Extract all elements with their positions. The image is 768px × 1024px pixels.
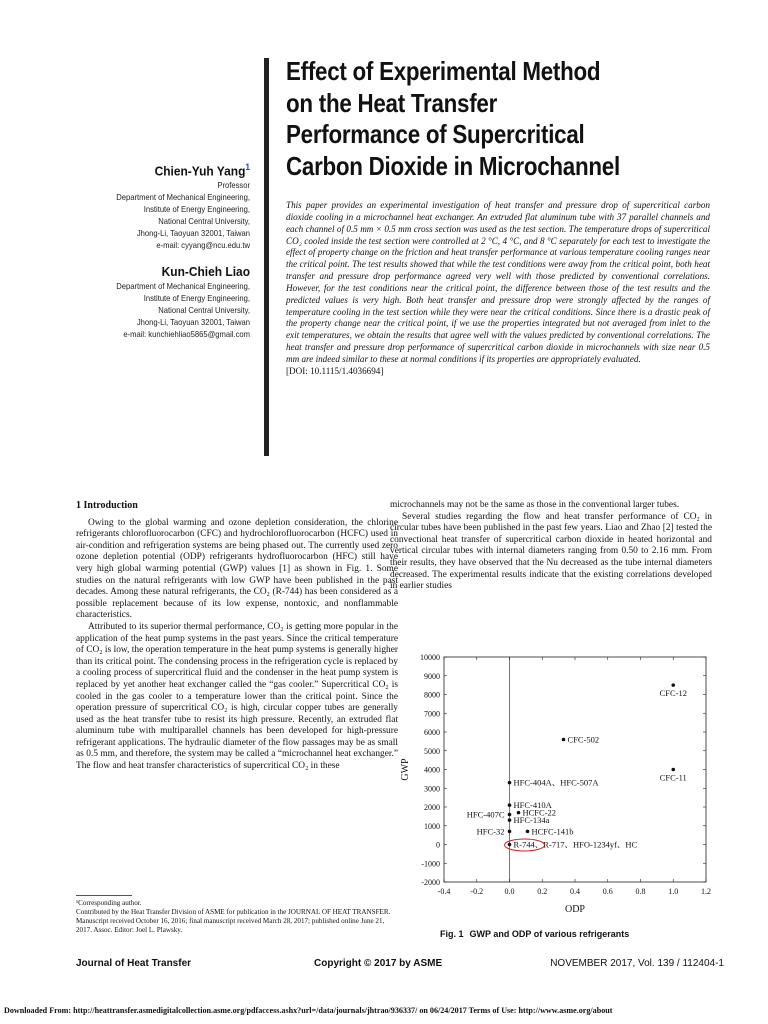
y-tick-label: 4000 <box>424 765 440 775</box>
x-tick-label: 1.0 <box>668 887 679 896</box>
affiliation-line: Jhong-Li, Taoyuan 32001, Taiwan <box>136 229 250 239</box>
data-point <box>508 830 512 834</box>
x-tick-label: 0.2 <box>537 887 548 896</box>
data-point <box>508 803 512 807</box>
author-block <box>60 162 250 252</box>
data-point <box>508 781 512 785</box>
data-point <box>508 813 512 817</box>
x-tick-label: 0.8 <box>635 887 646 896</box>
doi-link[interactable]: [DOI: 10.1115/1.4036694] <box>286 365 384 376</box>
x-tick-label: 0.4 <box>570 887 580 896</box>
data-point-label: HFC-407C <box>466 809 505 820</box>
title-accent-bar <box>264 58 269 456</box>
y-axis-label: GWP <box>400 758 411 781</box>
y-tick-label: 0 <box>436 840 440 850</box>
x-tick-label: 0.0 <box>504 887 515 896</box>
data-point-label: CFC-11 <box>659 772 687 783</box>
issue-info: NOVEMBER 2017, Vol. 139 / 112404-1 <box>550 958 724 969</box>
author-block <box>60 264 250 341</box>
data-point <box>671 683 675 687</box>
affiliation-line: National Central University, <box>158 217 250 227</box>
author-email-link[interactable]: e-mail: cyyang@ncu.edu.tw <box>156 241 250 251</box>
data-point <box>508 843 512 847</box>
body-column-left <box>76 500 398 773</box>
author-name: Chien-Yuh Yang$^1$ <box>154 162 250 179</box>
gwp-odp-chart <box>384 650 724 940</box>
y-tick-label: 7000 <box>424 709 440 719</box>
body-column-right <box>390 500 712 593</box>
x-tick-label: -0.4 <box>437 887 451 896</box>
footnote-divider <box>76 895 132 896</box>
x-tick-label: 1.2 <box>701 887 711 896</box>
data-point-label: HCFC-141b <box>531 826 574 837</box>
abstract-text: This paper provides an experimental investigation of heat transfer and pressure drop of supercritical carbon dioxide cooling in a microchannel heat exchanger. An extruded flat aluminum tube with 37 parallel channels and each channel of 0.5 mm × 0.5 mm cross section was used as the test section. The temperature drops of supercritical CO₂ cooled inside the test section were controlled at 2 °C, 4 °C, and 8 °C separately for each test to investigate the effect of property change on the friction and heat transfer performance at various temperature cooling ranges near the critical point. The test results showed that while the test conditions were away from the critical point, both heat transfer and pressure drop performance agreed very well with those predicted by conventional correlations. However, for the test conditions near the critical point, the difference between those of the test results and the predicted values is very high. Both heat transfer and pressure drop were strongly affected by the ranges of temperature cooling in the test section while they were near the critical conditions. Since there is a drastic peak of the property change near the critical point, if we use the properties integrated but not averaged from inlet to the exit temperatures, we obtain the results that agree well with the values predicted by conventional correlations. The heat transfer and pressure drop performance of supercritical carbon dioxide in microchannels with size near 0.5 mm are indeed similar to these at normal conditions if its properties are appropriately evaluated. <box>286 200 710 364</box>
journal-name: Journal of Heat Transfer <box>76 958 192 969</box>
y-tick-label: 9000 <box>424 671 440 681</box>
copyright: Copyright © 2017 by ASME <box>314 958 443 969</box>
paper-title <box>286 56 690 182</box>
footnote <box>76 899 392 935</box>
data-point-label: HFC-32 <box>476 826 505 837</box>
y-tick-label: -2000 <box>421 878 440 887</box>
title-line: Carbon Dioxide in Microchannel <box>286 150 620 181</box>
x-axis-label: ODP <box>564 904 586 915</box>
data-point-label: R-744、R-717、HFO-1234yf、HC <box>513 839 638 850</box>
affiliation-line: Jhong-Li, Taoyuan 32001, Taiwan <box>136 318 250 328</box>
author-email-link[interactable]: e-mail: kunchiehliao5865@gmail.com <box>123 330 250 340</box>
data-point-label: HCFC-22 <box>522 807 557 818</box>
affiliation-line: National Central University, <box>158 306 250 316</box>
y-tick-label: 3000 <box>424 784 440 794</box>
x-tick-label: 0.6 <box>602 887 613 896</box>
author-title: Professor <box>217 181 250 191</box>
footnote-corresponding: ¹Corresponding author. <box>76 899 142 907</box>
affiliation-line: Institute of Energy Engineering, <box>143 205 250 215</box>
author-list <box>60 162 250 341</box>
body-paragraph: microchannels may not be the same as those in the conventional larger tubes. <box>390 500 680 510</box>
y-tick-label: 5000 <box>424 746 440 756</box>
y-tick-label: -1000 <box>421 859 440 869</box>
y-tick-label: 10000 <box>420 653 440 662</box>
y-tick-label: 1000 <box>424 821 440 831</box>
figure-caption-text: GWP and ODP of various refrigerants <box>469 929 630 939</box>
data-point <box>517 811 521 815</box>
footnote-text: Contributed by the Heat Transfer Division of ASME for publication in the JOURNAL OF HEAT TRANSFER. Manuscript received October 16, 2016; final manuscript received March 28, 2017; published online June 21, 2017. Assoc. Editor: Joel L. Plawsky. <box>76 908 391 934</box>
affiliation-line: Department of Mechanical Engineering, <box>116 193 251 203</box>
author-name: Kun-Chieh Liao <box>161 264 250 280</box>
affiliation-line: Institute of Energy Engineering, <box>143 294 250 304</box>
title-line: on the Heat Transfer <box>286 87 498 118</box>
figure-caption <box>440 929 635 939</box>
figure-caption-label: Fig. 1 <box>440 929 464 939</box>
affiliation-line: Department of Mechanical Engineering, <box>116 282 251 292</box>
download-notice[interactable]: Downloaded From: http://heattransfer.asmedigitalcollection.asme.org/pdfaccess.ashx?url=/data/journals/jhtrao/936337/ on 06/24/2017 Terms of Use: http://www.asme.org/about <box>4 1006 613 1015</box>
data-point-label: CFC-502 <box>567 734 600 745</box>
data-points <box>467 683 687 851</box>
body-paragraph: Owing to the global warming and ozone depletion consideration, the chlorine refrigerants chlorofluorocarbon (CFC) and hydrochlorofluorocarbon (HCFC) used in air-condition and refrigeration systems are being phased out. The currently used zero ozone depletion potential (ODP) refrigerants hydrofluorocarbon (HFC) still have very high global warming potential (GWP) values [1] as shown in Fig. 1. Some studies on the natural refrigerants with low GWP have been published in the past decades. Among these natural refrigerants, the CO₂ (R-744) has been considered as a possible replacement because of its low expense, nontoxic, and nonflammable characteristics. <box>76 517 398 621</box>
author-footnote-mark[interactable]: 1 <box>245 162 250 172</box>
body-paragraph: Attributed to its superior thermal performance, CO₂ is getting more popular in the application of the heat pump systems in the past years. Since the critical temperature of CO₂ is low, the operation temperature in the heat pump systems is generally higher than its critical point. The condensing process in the refrigeration cycle is replaced by a cooling process of supercritical fluid and the condenser in the heat pump system is replaced by yet another heat exchanger called the “gas cooler.” Supercritical CO₂ is cooled in the gas cooler to a temperature lower than the critical point. Since the operation pressure of supercritical CO₂ is high, circular copper tubes are generally used as the heat transfer tube to resist its high pressure. Recently, an extruded flat aluminum tube with multiparallel channels has been developed for high-pressure refrigerant applications. The hydraulic diameter of the flow passages may be as small as 0.5 mm, and therefore, the system may be called a “microchannel heat exchanger.” The flow and heat transfer characteristics of supercritical CO₂ in these <box>76 621 398 772</box>
data-point <box>526 830 530 834</box>
data-point <box>671 768 675 772</box>
title-line: Performance of Supercritical <box>286 119 585 149</box>
data-point-label: HFC-404A、HFC-507A <box>513 777 599 788</box>
data-point-label: CFC-12 <box>659 688 687 699</box>
data-point <box>508 818 512 822</box>
data-point-label: HFC-134a <box>513 815 550 826</box>
section-heading: 1 Introduction <box>76 500 138 511</box>
data-point-label: HFC-410A <box>513 800 552 811</box>
body-paragraph: Several studies regarding the flow and heat transfer performance of CO₂ in circular tubes have been published in the past few years. Liao and Zhao [2] tested the convectional heat transfer of supercritical carbon dioxide in heated horizontal and vertical circular tubes with internal diameters ranging from 0.50 to 2.16 mm. From their results, they have observed that the Nu decreased as the tube internal diameters decreased. The experimental results indicate that the existing correlations developed in earlier studies <box>390 511 712 592</box>
data-point <box>562 738 566 742</box>
y-tick-label: 6000 <box>424 728 440 737</box>
title-line: Effect of Experimental Method <box>286 56 601 86</box>
x-tick-label: -0.2 <box>470 887 484 896</box>
y-tick-label: 8000 <box>424 690 440 700</box>
abstract <box>286 200 710 378</box>
y-tick-label: 2000 <box>424 803 440 812</box>
